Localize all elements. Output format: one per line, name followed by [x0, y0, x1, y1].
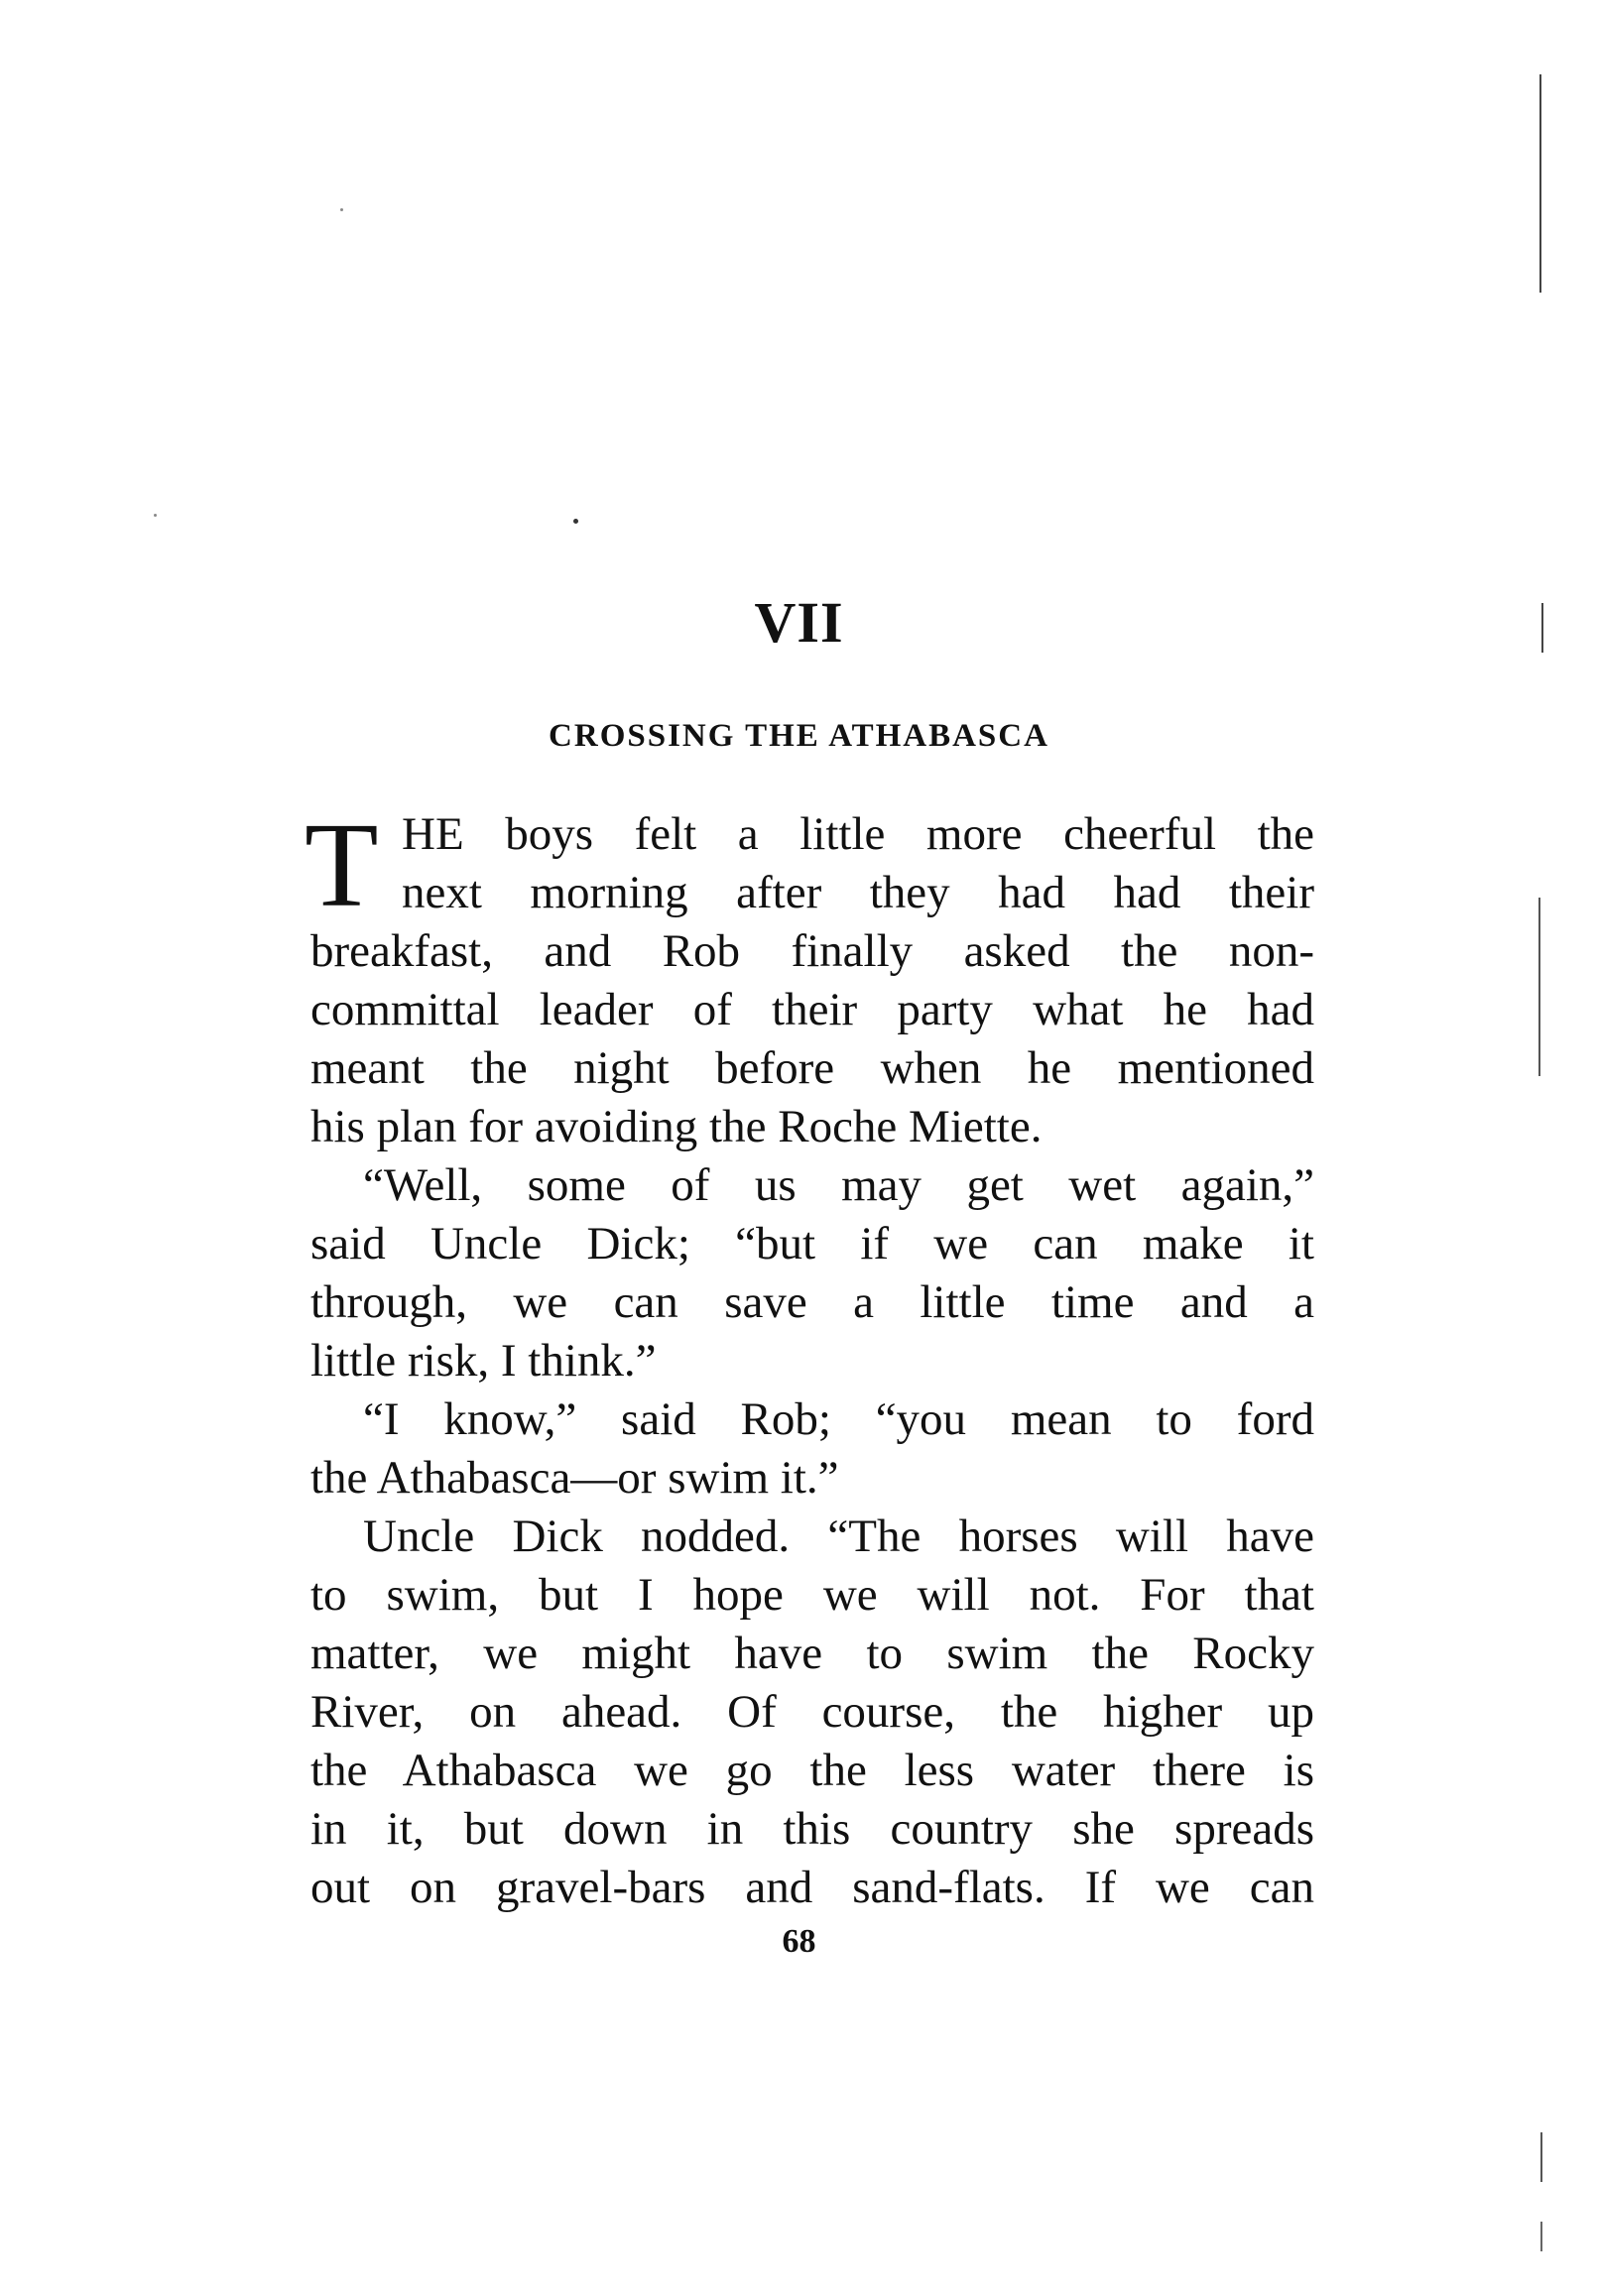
- text-line: meant the night before when he mentioned: [310, 1042, 1314, 1094]
- chapter-title: CROSSING THE ATHABASCA: [549, 718, 1049, 754]
- text-line: little risk, I think.”: [310, 1335, 657, 1387]
- text-line: committal leader of their party what he had: [310, 984, 1314, 1035]
- body-text: [305, 798, 1314, 1917]
- drop-cap: T: [305, 798, 379, 932]
- text-line: through, we can save a little time and a: [310, 1276, 1314, 1328]
- text-line: breakfast, and Rob finally asked the non-: [310, 925, 1314, 977]
- text-line: Uncle Dick nodded. “The horses will have: [363, 1511, 1314, 1562]
- text-line: River, on ahead. Of course, the higher up: [310, 1686, 1314, 1738]
- text-line: next morning after they had had their: [402, 867, 1314, 918]
- text-line: in it, but down in this country she spreads: [310, 1803, 1314, 1855]
- scan-margin-line: [1540, 2222, 1542, 2251]
- text-line: to swim, but I hope we will not. For that: [310, 1569, 1314, 1621]
- text-line: “Well, some of us may get wet again,”: [363, 1159, 1314, 1211]
- scan-margin-line: [1538, 898, 1540, 1076]
- scan-margin-line: [1540, 2132, 1542, 2182]
- scan-speck: [573, 519, 578, 524]
- chapter-number: VII: [754, 590, 844, 655]
- text-line: the Athabasca we go the less water there is: [310, 1745, 1314, 1796]
- text-line: his plan for avoiding the Roche Miette.: [310, 1101, 1043, 1152]
- text-line: out on gravel-bars and sand-flats. If we can: [310, 1862, 1314, 1913]
- scan-speck: [154, 514, 157, 517]
- page-number: 68: [782, 1923, 816, 1960]
- text-line: “I know,” said Rob; “you mean to ford: [363, 1393, 1314, 1445]
- text-line: said Uncle Dick; “but if we can make it: [310, 1218, 1314, 1269]
- text-line: the Athabasca—or swim it.”: [310, 1452, 839, 1504]
- scan-margin-line: [1539, 74, 1541, 293]
- text-line: HE boys felt a little more cheerful the: [402, 808, 1314, 860]
- text-line: matter, we might have to swim the Rocky: [310, 1628, 1314, 1679]
- scan-speck: [340, 208, 343, 211]
